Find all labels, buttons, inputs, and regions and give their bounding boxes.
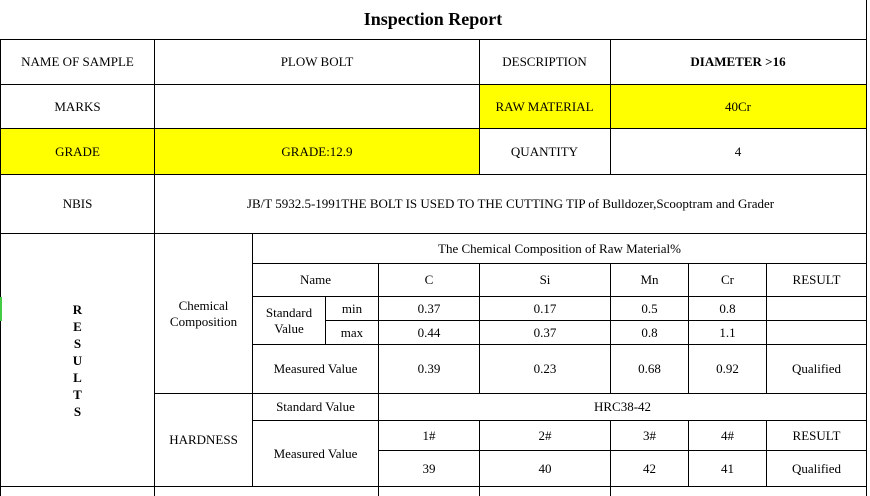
results-letter: E	[73, 318, 82, 334]
grid-line	[766, 263, 767, 393]
column-header-si: Si	[480, 264, 610, 296]
grade-value: GRADE:12.9	[155, 129, 479, 174]
results-letter: T	[73, 386, 82, 402]
grid-line	[253, 344, 866, 345]
max-value-si: 0.37	[480, 321, 610, 344]
grid-line	[325, 296, 326, 344]
hardness-result: Qualified	[767, 451, 866, 486]
hardness-result-header: RESULT	[767, 421, 866, 450]
hardness-standard-value: HRC38-42	[379, 394, 866, 420]
min-value-c: 0.37	[379, 297, 479, 320]
row-selection-marker	[0, 297, 2, 321]
max-value-cr: 1.1	[689, 321, 766, 344]
grid-line	[688, 263, 689, 393]
hardness-sample-2: 2#	[480, 421, 610, 450]
hardness-sample-1: 1#	[379, 421, 479, 450]
quantity-value: 4	[610, 129, 866, 174]
grid-line	[0, 39, 1, 496]
results-letter: S	[73, 335, 82, 351]
nbis-value: JB/T 5932.5-1991THE BOLT IS USED TO THE CUTTING TIP of Bulldozer,Scooptram and Grader	[155, 175, 866, 233]
grade-label: GRADE	[0, 129, 155, 174]
results-letter: R	[72, 301, 83, 317]
max-value-mn: 0.8	[611, 321, 688, 344]
marks-value	[155, 85, 479, 128]
name-of-sample-label: NAME OF SAMPLE	[0, 40, 155, 84]
hardness-sample-4: 4#	[689, 421, 766, 450]
min-value-mn: 0.5	[611, 297, 688, 320]
hardness-standard-label: Standard Value	[253, 394, 378, 420]
hardness-value-2: 40	[480, 451, 610, 486]
grid-line	[155, 393, 866, 394]
grid-line	[0, 84, 866, 85]
grid-line	[479, 39, 480, 175]
grid-line	[866, 0, 867, 496]
grid-line	[0, 174, 866, 175]
hardness-measured-label: Measured Value	[253, 421, 378, 486]
measured-value-cr: 0.92	[689, 345, 766, 393]
max-result	[767, 321, 866, 344]
max-value-c: 0.44	[379, 321, 479, 344]
grid-line	[154, 39, 155, 496]
chemical-composition-label	[155, 234, 252, 393]
column-header-c: C	[379, 264, 479, 296]
standard-value-label	[253, 297, 325, 344]
measured-value-si: 0.23	[480, 345, 610, 393]
grid-line	[610, 39, 611, 175]
chemical-label-line2: Composition	[169, 313, 238, 329]
report-title: Inspection Report	[0, 0, 867, 39]
measured-value-c: 0.39	[379, 345, 479, 393]
min-value-si: 0.17	[480, 297, 610, 320]
measured-value-mn: 0.68	[611, 345, 688, 393]
grid-line	[253, 296, 866, 297]
standard-label-line1: Standard	[265, 304, 313, 320]
grid-line	[610, 263, 611, 393]
measured-result: Qualified	[767, 345, 866, 393]
standard-label-line2: Value	[274, 320, 304, 336]
hardness-value-4: 41	[689, 451, 766, 486]
grid-line	[0, 128, 866, 129]
measured-value-label: Measured Value	[253, 345, 378, 393]
grid-line	[479, 263, 480, 393]
results-label	[0, 234, 155, 486]
column-header-cr: Cr	[689, 264, 766, 296]
grid-line	[326, 320, 866, 321]
grid-line	[0, 486, 866, 487]
column-header-mn: Mn	[611, 264, 688, 296]
name-of-sample-value: PLOW BOLT	[155, 40, 479, 84]
results-letter: S	[73, 403, 82, 419]
quantity-label: QUANTITY	[479, 129, 610, 174]
grid-line	[0, 233, 866, 234]
description-value: DIAMETER >16	[610, 40, 866, 84]
name-header: Name	[253, 264, 378, 296]
grid-line	[253, 263, 866, 264]
grid-line	[766, 420, 767, 486]
chemical-header: The Chemical Composition of Raw Material%	[253, 234, 866, 263]
grid-line	[479, 420, 480, 496]
hardness-label: HARDNESS	[155, 394, 252, 486]
grid-line	[378, 344, 379, 393]
grid-line	[0, 39, 866, 40]
marks-label: MARKS	[0, 85, 155, 128]
results-letter: L	[73, 369, 82, 385]
grid-line	[252, 233, 253, 486]
hardness-value-1: 39	[379, 451, 479, 486]
hardness-value-3: 42	[611, 451, 688, 486]
grid-line	[378, 393, 379, 496]
nbis-label: NBIS	[0, 175, 155, 233]
max-label: max	[326, 321, 378, 344]
min-value-cr: 0.8	[689, 297, 766, 320]
grid-line	[688, 420, 689, 486]
grid-line	[610, 420, 611, 496]
result-header: RESULT	[767, 264, 866, 296]
hardness-sample-3: 3#	[611, 421, 688, 450]
grid-line	[379, 450, 866, 451]
min-label: min	[326, 297, 378, 320]
raw-material-value: 40Cr	[610, 85, 866, 128]
min-result	[767, 297, 866, 320]
raw-material-label: RAW MATERIAL	[479, 85, 610, 128]
chemical-label-line1: Chemical	[178, 297, 229, 313]
grid-line	[253, 420, 866, 421]
description-label: DESCRIPTION	[479, 40, 610, 84]
results-letter: U	[72, 352, 83, 368]
grid-line	[378, 263, 379, 345]
